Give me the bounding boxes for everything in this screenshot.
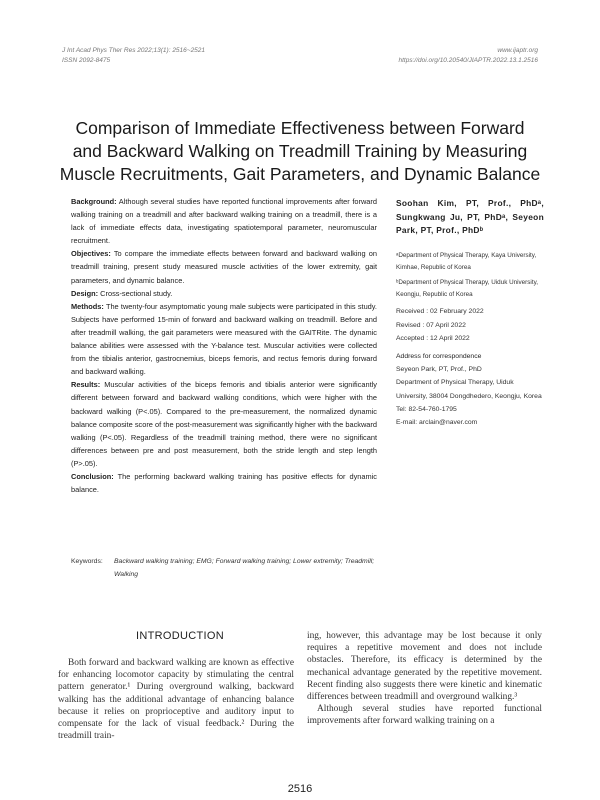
issn: ISSN 2092-8475 xyxy=(62,57,111,64)
doi-link[interactable]: https://doi.org/10.20540/JIAPTR.2022.13.1.2516 xyxy=(398,57,538,64)
methods-label: Methods: xyxy=(71,301,104,311)
background-label: Background: xyxy=(71,197,117,206)
correspondence xyxy=(396,350,544,429)
keywords xyxy=(71,556,381,581)
results-text: Muscular activities of the biceps femoris and tibialis anterior were significantly different between forward and backward walking conditions, which were higher with the backward walking (P<.05). Compared to the pre-measurement, the normalized dynamic balance composite score of the post-measurement was significantly higher with the backward walking (P<.05). Regardless of the treadmill training method, there were no significant differences between pre and post measurement, both the stride length and step length (P>.05). xyxy=(71,380,377,468)
conclusion-text: The performing backward walking training has positive effects for dynamic balance. xyxy=(71,471,377,495)
design-text: Cross-sectional study. xyxy=(100,288,173,298)
received-date: Received : 02 February 2022 xyxy=(396,308,484,315)
objectives-label: Objectives: xyxy=(71,249,111,259)
abstract-objectives xyxy=(71,247,377,286)
affiliation-b: ᵇDepartment of Physical Therapy, Uiduk University, Keongju, Republic of Korea xyxy=(396,279,539,298)
intro-paragraph-1-part-1: Both forward and backward walking are known as effective for enhancing locomotor capacity by stimulating the central pattern generator.¹ During overground walking, backward walking has the additional advantage of enhancing balance because it relies on proprioceptive and auditory input to compensate for the lack of visual feedback.² During the treadmill train- xyxy=(58,658,294,742)
abstract xyxy=(71,195,377,496)
abstract-methods xyxy=(71,300,377,379)
background-text: Although several studies have reported functional improvements after forward walking training on a treadmill and after backward walking training on a treadmill, there is a lack of immediate effects data, investigating spatiotemporal parameter, neuromuscular recruitment. xyxy=(71,197,377,246)
journal-info xyxy=(62,46,205,66)
abstract-results xyxy=(71,378,377,470)
title-line-1: Comparison of Immediate Effectiveness between Forward xyxy=(75,118,525,138)
accepted-date: Accepted : 12 April 2022 xyxy=(396,335,470,342)
keywords-text: Backward walking training; EMG; Forward walking training; Lower extremity; Treadmill; Walking xyxy=(114,558,375,578)
body-column-right xyxy=(307,630,542,728)
abstract-background xyxy=(71,195,377,247)
methods-text: The twenty-four asymptomatic young male subjects were participated in this study. Subjects have performed 15-min of forward and backward walking on treadmill. Before and after treadmill walking, the gait parameters were measured with the GAITRite. The dynamic balance abilities were assessed with the Y-balance test. Muscular activities were collected from the tibialis anterior, gastrocnemius, biceps femoris, and rectus femoris during forward and backward walking. xyxy=(71,301,377,377)
affiliation-a: ᵃDepartment of Physical Therapy, Kaya University, Kimhae, Republic of Korea xyxy=(396,252,537,271)
keywords-label: Keywords: xyxy=(71,558,103,565)
correspondence-heading: Address for correspondence xyxy=(396,353,482,360)
introduction-heading: INTRODUCTION xyxy=(136,630,224,642)
author-list: Soohan Kim, PT, Prof., PhDᵃ, Sungkwang Ju, PT, PhDᵃ, Seyeon Park, PT, Prof., PhDᵇ xyxy=(396,198,544,235)
page-number: 2516 xyxy=(287,783,313,795)
journal-website-link[interactable]: www.ijaptr.org xyxy=(497,47,538,54)
journal-citation: J Int Acad Phys Ther Res 2022;13(1): 2516~2521 xyxy=(62,47,206,54)
results-label: Results: xyxy=(71,380,101,390)
body-column-left xyxy=(58,657,294,742)
abstract-design xyxy=(71,287,377,300)
intro-paragraph-1-part-2: ing, however, this advantage may be lost because it only requires a repetitive movement and does not include obstacles. Therefore, its efficacy is determined by the mechanical advantage generated by the repetitive movement. Recent finding also suggests there were kinetic and kinematic differences between treadmill and overground walking.³ xyxy=(307,631,542,703)
title-line-2: and Backward Walking on Treadmill Training by Measuring xyxy=(72,141,528,161)
correspondence-address: Department of Physical Therapy, Uiduk University, 38004 Dongdhedero, Keongju, Korea xyxy=(396,379,542,400)
correspondence-tel: Tel: 82-54-760-1795 xyxy=(396,405,457,413)
article-title xyxy=(40,117,560,186)
correspondence-email[interactable]: E-mail: arclain@naver.com xyxy=(396,419,478,427)
article-dates xyxy=(396,305,544,346)
objectives-text: To compare the immediate effects between forward and backward walking on treadmill training, present study measured muscle activities of the lower extremity, gait parameters, and dynamic balance. xyxy=(71,249,377,285)
journal-links xyxy=(399,46,539,66)
abstract-conclusion xyxy=(71,470,377,496)
affiliations xyxy=(396,250,544,304)
design-label: Design: xyxy=(71,288,99,298)
revised-date: Revised : 07 April 2022 xyxy=(396,321,466,329)
intro-paragraph-2: Although several studies have reported functional improvements after forward walking training on a xyxy=(307,704,542,727)
title-line-3: Muscle Recruitments, Gait Parameters, and Dynamic Balance xyxy=(59,164,541,184)
correspondence-name: Seyeon Park, PT, Prof., PhD xyxy=(396,366,482,374)
conclusion-label: Conclusion: xyxy=(71,471,114,481)
